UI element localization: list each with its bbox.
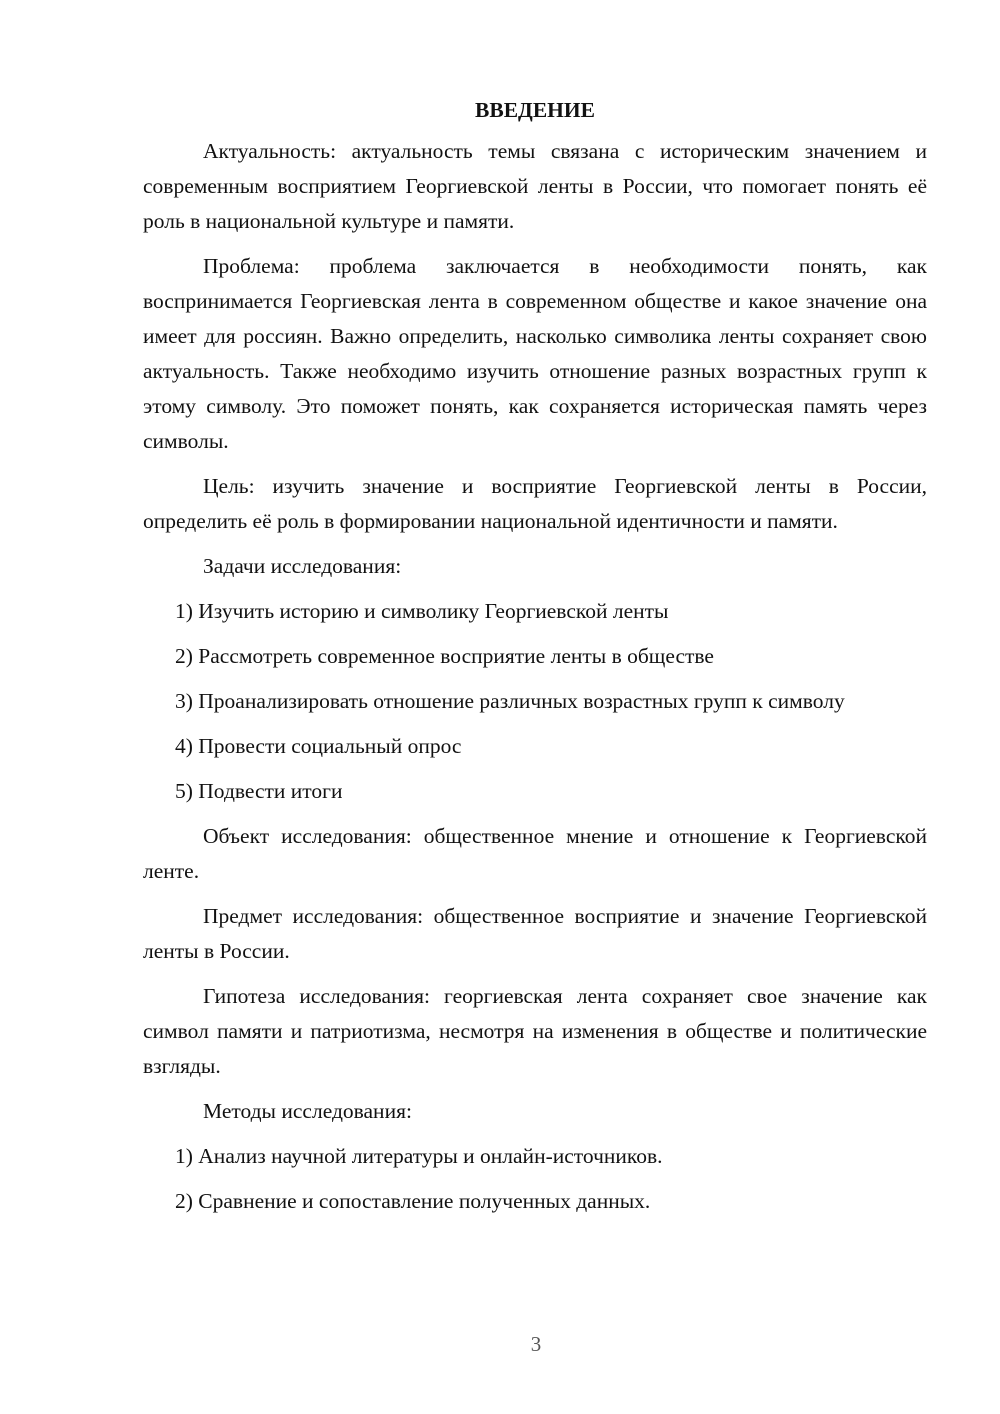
page-number: 3: [530, 1332, 542, 1356]
tasks-heading: Задачи исследования:: [203, 554, 402, 578]
page-content: [143, 93, 927, 1229]
paragraph-relevance: Актуальность: актуальность темы связана с историческим значением и современным восприятием Георгиевской ленты в России, что помогает понять её роль в национальной культуре и памяти.: [143, 139, 927, 233]
task-item-5: 5) Подвести итоги: [175, 779, 343, 803]
paragraph-object: Объект исследования: общественное мнение и отношение к Георгиевской ленте.: [143, 824, 927, 883]
paragraph-hypothesis: Гипотеза исследования: георгиевская лента сохраняет свое значение как символ памяти и патриотизма, несмотря на изменения в обществе и политические взгляды.: [143, 984, 927, 1078]
paragraph-goal: Цель: изучить значение и восприятие Георгиевской ленты в России, определить её роль в формировании национальной идентичности и памяти.: [143, 474, 927, 533]
paragraph-subject: Предмет исследования: общественное восприятие и значение Георгиевской ленты в России.: [143, 904, 927, 963]
task-item-3: 3) Проанализировать отношение различных возрастных групп к символу: [175, 689, 845, 713]
task-item-2: 2) Рассмотреть современное восприятие ленты в обществе: [175, 644, 714, 668]
paragraph-problem: Проблема: проблема заключается в необходимости понять, как воспринимается Георгиевская лента в современном обществе и какое значение она имеет для россиян. Важно определить, насколько символика ленты сохраняет свою актуальность. Также необходимо изучить отношение разных возрастных групп к этому символу. Это поможет понять, как сохраняется историческая память через символы.: [143, 254, 927, 453]
method-item-2: 2) Сравнение и сопоставление полученных данных.: [175, 1189, 651, 1213]
task-item-1: 1) Изучить историю и символику Георгиевской ленты: [175, 599, 669, 623]
section-title: ВВЕДЕНИЕ: [475, 98, 595, 122]
methods-heading: Методы исследования:: [203, 1099, 412, 1123]
task-item-4: 4) Провести социальный опрос: [175, 734, 462, 758]
method-item-1: 1) Анализ научной литературы и онлайн-источников.: [175, 1144, 663, 1168]
